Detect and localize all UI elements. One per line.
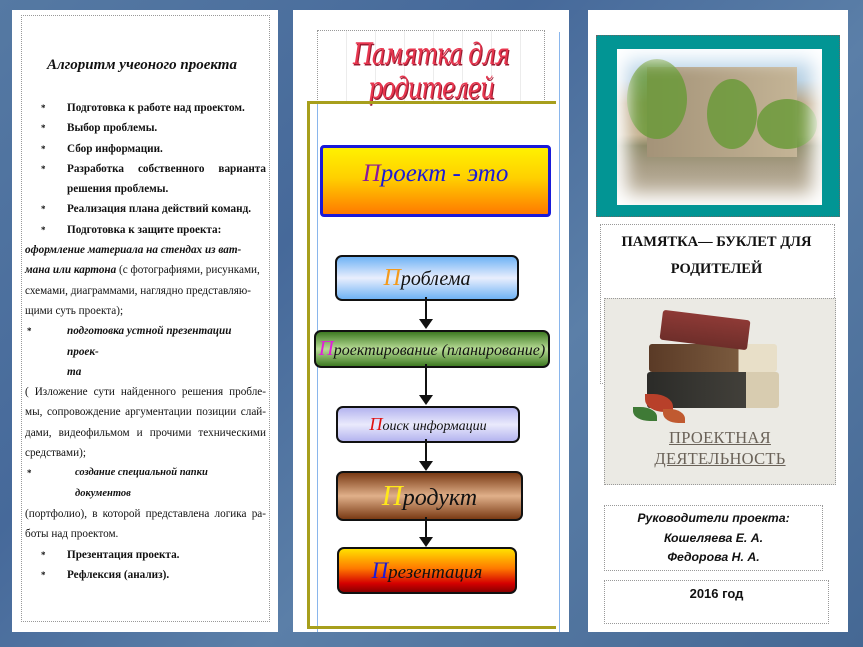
year-text: 2016 год: [689, 586, 744, 601]
italic-text: оформление материала на стендах из ват-: [25, 244, 242, 257]
italic-text: создание специальной папки документов: [75, 467, 208, 499]
list-item-text: Подготовка к защите проекта:: [67, 223, 222, 236]
list-item: [23, 565, 266, 585]
list-item: [23, 220, 266, 240]
bullet-icon: *: [41, 549, 46, 560]
illustration-caption: [605, 427, 835, 469]
italic-text: подготовка устной презентации проек-: [67, 325, 232, 358]
bullet-icon: *: [41, 204, 46, 215]
list-item: [23, 463, 266, 504]
books-illustration: [604, 298, 836, 485]
caption-line: ДЕЯТЕЛЬНОСТЬ: [654, 449, 786, 468]
title-line: РОДИТЕЛЕЙ: [670, 261, 763, 277]
list-item: [23, 321, 266, 362]
paragraph-stands: [23, 240, 266, 321]
arrow-down-icon: [425, 439, 427, 463]
initial-letter: П: [383, 265, 401, 291]
title-line: ПАМЯТКА— БУКЛЕТ ДЛЯ: [621, 234, 812, 250]
paragraph-text: (с фотографиями, рисунками,: [116, 264, 260, 277]
bullet-icon: *: [41, 143, 46, 154]
step-presentation: [337, 547, 517, 594]
year-box: [604, 580, 829, 624]
bullet-icon: *: [41, 123, 46, 134]
step-label: оиск информации: [382, 419, 487, 434]
scroll-banner: [320, 145, 551, 217]
step-label: роектирование (планирование): [333, 342, 546, 359]
bullet-icon: *: [27, 468, 32, 479]
page-margin-guide: [559, 32, 560, 632]
banner-text: роект - это: [380, 160, 509, 187]
bullet-icon: *: [41, 569, 46, 580]
bullet-spacer: [23, 362, 67, 382]
arrow-down-icon: [425, 364, 427, 397]
booklet-panel-cover: [588, 10, 848, 632]
list-item-text: Разработка собственного варианта: [67, 162, 266, 175]
list-item-text: Рефлексия (анализ).: [67, 568, 170, 581]
leaders-label: Руководители проекта:: [637, 511, 790, 525]
project-leaders: [604, 505, 823, 571]
arrow-down-icon: [425, 517, 427, 539]
list-item-text: Выбор проблемы.: [67, 122, 158, 135]
list-item: [23, 159, 266, 179]
arrow-down-icon: [425, 297, 427, 321]
initial-letter: П: [362, 160, 381, 187]
step-info-search: [336, 406, 520, 443]
scroll-banner-text: [323, 160, 548, 188]
booklet-panel-algorithm: [12, 10, 278, 632]
paragraph-text: схемами, диаграммами, наглядно представляю-: [25, 284, 251, 297]
list-item: [23, 118, 266, 138]
initial-letter: П: [369, 414, 383, 434]
header-title: Памятка для родителей: [353, 38, 509, 106]
algorithm-list: [23, 98, 266, 585]
leader-name: Федорова Н. А.: [667, 550, 760, 564]
initial-letter: П: [371, 558, 389, 583]
list-item: [23, 98, 266, 118]
booklet-title: [600, 229, 833, 283]
book-shape: [649, 344, 777, 372]
step-product: [336, 471, 523, 521]
bullet-icon: *: [27, 326, 32, 337]
bullet-icon: *: [41, 224, 46, 235]
list-item-text: Презентация проекта.: [67, 548, 180, 561]
initial-letter: П: [318, 337, 334, 360]
list-item-text: решения проблемы.: [67, 183, 169, 196]
bullet-spacer: [23, 179, 67, 199]
bullet-icon: *: [41, 103, 46, 113]
leader-name: Кошеляева Е. А.: [663, 530, 764, 545]
photo-frame: [596, 35, 840, 217]
school-building-photo: [617, 49, 822, 205]
initial-letter: П: [381, 480, 403, 512]
panel-title: Алгоритм учеоного проекта: [47, 57, 237, 73]
italic-text: та: [67, 365, 82, 378]
bullet-icon: *: [41, 163, 46, 174]
booklet-panel-project-steps: [293, 10, 569, 632]
step-label: роблема: [400, 268, 471, 290]
step-planning: [314, 330, 550, 368]
paragraph-portfolio: (портфолио), в которой представлена логика ра-боты над проектом.: [25, 507, 266, 541]
paragraph-text: щими суть проекта);: [25, 304, 124, 317]
list-item-continued: [23, 362, 266, 382]
list-item: [23, 545, 266, 565]
list-item-continued: [23, 179, 266, 199]
list-item: [23, 199, 266, 219]
list-item-text: Реализация плана действий команд.: [67, 203, 252, 216]
italic-text: мана или картона: [25, 264, 117, 277]
list-item-text: Подготовка к работе над проектом.: [67, 102, 245, 114]
step-label: резентация: [388, 562, 483, 583]
paragraph-presentation: ( Изложение сути найденного решения пробле-мы, сопровождение аргументации позиции слай-дами, видеофильмом и прочими техническими средствами);: [25, 386, 266, 460]
photo-vignette: [617, 49, 822, 205]
step-label: родукт: [402, 485, 478, 511]
list-item-text: Сбор информации.: [67, 142, 163, 155]
leaf-icon: [663, 409, 685, 423]
caption-line: ПРОЕКТНАЯ: [669, 428, 771, 447]
list-item: [23, 139, 266, 159]
step-problem: [335, 255, 519, 301]
